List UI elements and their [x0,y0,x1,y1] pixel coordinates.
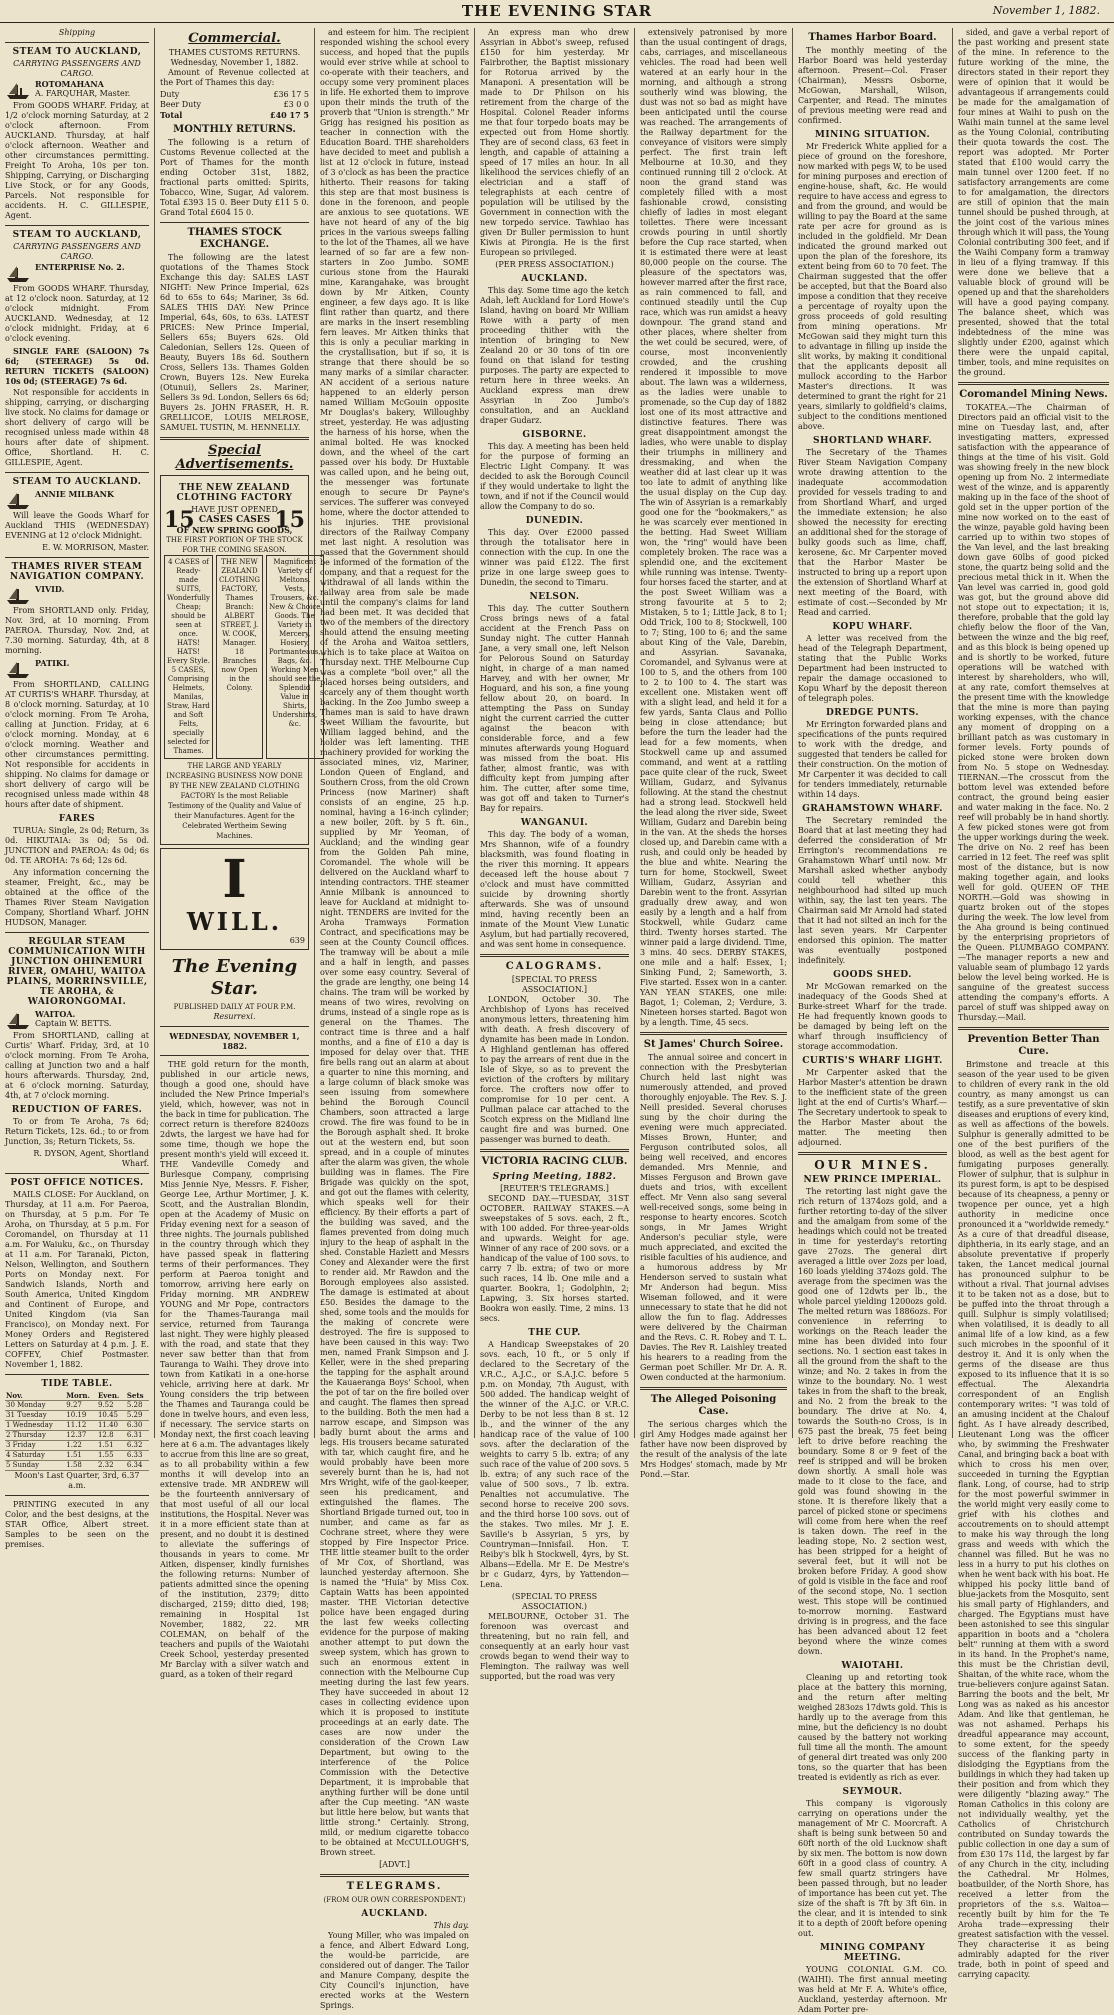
ad-body: From SHORTLAND only. Friday, Nov. 3rd, at 10 morning. From PAEROA. Thursday, Nov. 2nd, at 7.30 morning. Saturday, 4th, at 8 morning. [5,606,149,655]
tide-cell: 1.55 [97,1451,126,1461]
steamship-icon [5,262,31,284]
ad-body: From SHORTLAND, CALLING AT CURTIS'S WHARF. Thursday, at 8 o'clock morning. Saturday, at 10 o'clock morning. From Te Aroha, calling at Junction. Friday, at 6 o'clock morning. Monday, at 6 o'clock morning. Weather and other circumstances permitting. Not responsible for accidents in shipping. No claims for damage or short delivery of cargo will be recognised unless made within 48 hours after date of shipment. [5,680,149,809]
revenue-label: Total [160,110,183,120]
section-heading: Special Advertisements. [175,443,294,472]
ship-name: ANNIE MILBANK [35,489,114,499]
masthead-title: THE EVENING STAR [461,2,653,20]
tide-cell: 1.51 [65,1451,97,1461]
divider [160,1055,309,1056]
article-text: SECOND DAY.—TUESDAY, 31ST OCTOBER. RAILWAY STAKES.—A sweepstakes of 5 sovs. each, 2 ft., with 100 added. For three-year-olds and upwards. Weight for age. Winner of any race of 200 sovs. or a handicap of the value of 100 sovs. to carry 7 lb. extra; of two or more such races, 14 lb. One mile and a quarter. Bookra, 1; Godolphin, 2; Lapwing, 3. Six horses started. Bookra won easily. Time, 2 mins. 13 secs. [480,1194,629,1323]
ship-master: Captain W. BETTS. [35,1019,112,1028]
divider [5,557,149,558]
subsection-heading: CURTIS'S WHARF LIGHT. [802,1056,943,1066]
revenue-value: £40 17 5 [270,110,309,120]
tide-col-header: Even. [97,1391,126,1401]
steamship-icon [5,489,31,511]
subsection-heading: SHORTLAND WHARF. [812,436,933,446]
column-harbor-mines [793,28,953,2014]
article-text: A letter was received from the head of the Telegraph Department, stating that the Public Works Department had been instructed to repair the damage occasioned to Kopu Wharf by the deposit thereon of telegraph poles. [798,634,947,703]
section-heading: Coromandel Mining News. [959,389,1108,400]
ad-note: THE FIRST PORTION OF THE STOCK FOR THE COMING SEASON. [166,536,303,554]
tide-cell: 11.40 [97,1421,126,1431]
section-heading: The Alleged Poisoning Case. [650,1394,777,1417]
divider [160,1026,309,1027]
section-heading: OUR MINES. [814,1158,931,1172]
dateline: DUNEDIN. [525,516,584,526]
article-text: Brimstone and treacle at this season of the year used to be given to children of every rank in the old country, as many amongst us can testify, as a sure preventative of skin diseases and eruptions of every kind, as well as affections of the bowels. Sulphur is generally admitted to be one of the best purifiers of the blood, as well as the best agent for fumigating purposes generally. Flower of sulphur, that is sulphur in its purest form, is apt to be despised because of its cheapness, a penny or twopence per ounce, yet a high authority in medicine once pronounced it a "worldwide remedy." As a cure of that dreadful disease, diphtheria, in its early stage, and an absolute preventative if properly taken, the Lancet medical journal has pronounced sulphur to be without a rival. That journal advises it to be taken not as a dose, but to be puffed into the throat through a quill. Sulphur is simply volatilised; when volatilised, it is deadly to all animal life of a low kind, as a few such microbes in the spoonful of it destroy it. And it is only when the germs of the disease are thus exposed to its influence that it is so effectual. The Alexandria correspondent of an English contemporary writes: "I was told of an amusing incident at the Chalouf fight. As I have already described, Lieutenant Long was the officer who, by swimming the Freshwater Canal, and bringing back a boat with which to cross his men over, succeeded in turning the Egyptian flank. Long, of course, had to strip for the most powerful swimmer in the world might very easily come to grief with his clothes and accoutrements on to should attempt to make his way through the long grass and weeds with which the channel was filled. But he was no less in a hurry to put his clothes on when he went back with his boat. He whipped his pocky little band of blue-jackets from the Mosquito, sent his small party of Highlanders, and charged. The Egyptians must have been astonished to see this singular apparition in boots and a "cholera belt" running at them with a sword in its hand. In the Prophet's name, this must be the Christian devil, Shaitan, of the white race, whom the true-believers conjure against Satan. Barring the boots and the belt, Mr Long was as naked as his ancestor Adam. And like that gentleman, he was not ashamed. Perhaps his dreadful appearance may account, to some extent, for the speedy success of the flanking party in dislodging the Egyptians from the buildings in which they had taken up their position and from which they were diligently "blazing away." The Roman Catholics in this colony are not individually wealthy, yet the Catholics of Christchurch contributed on Sunday towards the public collection in one day a sum of from £30 17s 11d, the largest by far of any Church in the city, including the Cathedral. Mr Holmes, boatbuilder, of the North Shore, has received a letter from the proprietors of the s.s. Waitoa—recently built by him for the Te Aroha trade—expressing their greatest satisfaction with the vessel. They characterise it as being admirably adapted for the river trade, both in point of speed and carrying capacity. [958,1060,1110,1979]
divider [320,1874,469,1877]
fares: SINGLE FARE (SALOON) 7s 6d; (STEERAGE) 5s 0d. RETURN TICKETS (SALOON) 10s 0d; (STEERAGE) 7s 6d. [5,346,149,386]
article-text: Mr Errington forwarded plans and specifications of the punts required to work with the dredge, and suggested that tenders be called for their construction. On the motion of Mr Carpenter it was decided to call for tenders immediately, returnable within 14 days. [798,720,947,799]
section-heading: Commercial. [188,31,281,46]
tide-cell: 30 Monday [5,1401,65,1411]
divider [160,437,309,440]
teaser-word: WILL. [186,907,283,936]
subsection-heading: NEW PRINCE IMPERIAL. [803,1175,942,1185]
article-text: TOKATEA.—The Chairman of Directors paid an official visit to the mine on Tuesday last, and, after investigating matters, expressed satisfaction with the appearance of things at the time of his visit. Gold was showing freely in the new block opening up from No. 2 intermediate west of the winze, and is apparently making up in the face of the shoot of gold set in the upper portion of the mine now worked on to the east of the winze, payable gold having been carried up to within two stopes of the Van level, and the last breaking down gave 60lbs of good picked stone, the quartz being solid and the precious metal thick in it. When the Van level was carried in, good gold was got, but the ground above did not stope out to expectation; it is, therefore, probable that the gold lay chiefly below the floor of the Van, between the winze and the big reef, and as this block is being opened up and is shortly to be worked, future operations will be watched with interest by shareholders, who will, at any rate, comfort themselves at the present time with the knowledge that the mine is more than paying working expenses, with the chance any moment of dropping on a brilliant patch as was customary in former levels. Forty pounds of picked stone were broken down from No. 5 stope on Wednesday. TIERNAN.—The crosscut from the bottom level was extended before contract, the ground being easier and water making in the face. No. 2 reef will probably be in hand shortly. A few picked stones were got from the upper workings during the week. The drive on No. 2 reef has been carried in 12 feet. The reef was split most of the distance, but is now making together again, and looks well for gold. QUEEN OF THE NORTH.—Gold was showing in quartz broken out of the stopes during the week. The low level from the Aha ground is being continued by the enterprising proprietors of the Queen. PLUMBAGO COMPANY.—The manager reports a new and valuable seam of plumbago 12 yards below the level being worked. He is sanguine of the greatest success attending the company's efforts. A parcel of stuff was shipped away on Thursday.—Mail. [958,403,1109,1022]
ship-name: VIVID. [35,584,65,594]
tide-row [5,1451,149,1461]
tide-cell: 1 Wednesday [5,1421,65,1431]
divider [5,42,149,43]
tide-cell: 10.45 [97,1411,126,1421]
subsection-heading: WAIOTAHI. [841,1661,904,1671]
subsection-heading: GOODS SHED. [833,970,912,980]
subsection-heading: MINING SITUATION. [814,130,931,140]
tide-col-header: Nov. [5,1391,65,1401]
fares: TURUA: Single, 2s 0d; Return, 3s 0d. HIKUTAIA: 3s 0d; 5s 0d. JUNCTION and PAEROA: 4s 0d; 6s 0d. TE AROHA: 7s 6d; 12s 6d. [5,826,149,865]
subsection-heading: KOPU WHARF. [832,622,913,632]
divider [480,954,629,957]
steamship-icon [5,1009,31,1031]
revenue-row [160,110,309,120]
agent: R. DYSON, Agent, Shortland Wharf. [33,1149,149,1168]
dateline: NELSON. [529,592,580,602]
tide-cell: 9.52 [97,1401,126,1411]
ship-name: ENTERPRISE No. 2. [35,262,125,272]
fares-heading: FARES [58,814,96,824]
source-tag: [SPECIAL TO PRESS ASSOCIATION.] [511,975,598,994]
ship-master: A. FARQUHAR, Master. [35,89,131,98]
teaser-letter: I [222,849,247,910]
divider [640,1387,787,1390]
dateline-day: This day. [433,1921,469,1930]
section-subheading: Spring Meeting, 1882. [492,1172,617,1182]
ad-subheading: CARRYING PASSENGERS AND CARGO. [13,242,141,261]
column-shipping [0,28,155,1549]
source-tag: (SPECIAL TO PRESS ASSOCIATION.) [511,1592,598,1611]
section-heading: TELEGRAMS. [346,1881,443,1892]
tide-cell: 6.32 [126,1441,149,1451]
article-text: MELBOURNE, October 31. The forenoon was overcast and threatening, but no rain fell, and consequently at an early hour vast crowds began to wend their way to Flemington. The railway was well supported, but the road was very [480,1612,629,1681]
divider [480,1149,629,1152]
subsection-heading: THE CUP. [528,1328,581,1338]
revenue-row [160,100,309,110]
tide-cell: 1.51 [97,1441,126,1451]
section-heading: MONTHLY RETURNS. [173,124,296,135]
tide-row [5,1421,149,1431]
ad-subheading: HAVE JUST OPENED [191,505,278,514]
fares: To or from Te Aroha, 7s 6d; Return Tickets, 12s. 6d.; to or from Junction, 3s; Return Tickets, 5s. [5,1117,149,1146]
tide-cell: 4 Saturday [5,1451,65,1461]
section-heading: Prevention Better Than Cure. [967,1034,1100,1057]
section-heading: Thames Harbor Board. [808,32,937,43]
section-heading: CALOGRAMS. [505,961,604,972]
tide-cell: 5.28 [126,1401,149,1411]
post-office-heading: POST OFFICE NOTICES. [10,1178,144,1188]
editorial-text: THE gold return for the month, published in our article news, though a good one, should have included the New Prince Imperial's yield, which, however, was not in the back in time for publication. The correct return is therefore 8240ozs 2dwts, the largest we have had for some time, though we hope the present month's yield will exceed it. THE Vandeville Comedy and Burlesque Company, comprising Miss Jennie Nye, Messrs. F. Fisher, George Lee, Arthur Mortimer, J. K. Scott, and the Australian Blondin, open at the Academy of Music on Friday evening next for a season of three nights. The journals published in the country through which they have passed speak in flattering terms of their performances. They perform at Paeroa tonight and tomorrow, arriving here early on Friday morning. MR ANDREW YOUNG and Mr Pope, contractors for the Thames-Tauranga mail service, returned from Tauranga last night. They were highly pleased with the road, and state that they never saw better than that from Tauranga to Waihi. They drove into town from Katikati in a one-horse vehicle, arriving here at dark. Mr Young considers the trip between the Thames and Tauranga could be done in twelve hours, and even less, if necessary. The service starts on Monday next, the first coach leaving here at 6 a.m. The advantages likely to accrue from this line are so great, as to all probability within a few months it will develop into an extensive trade. MR ANDREW will be the fourteenth anniversary of that most useful of all our local institutions, the Hospital. Never was it in a more efficient state than at present, and no doubt it is destined to alleviate the sufferings of thousands in years to come. Mr Aitken, dispenser, kindly furnishes the following returns: Number of patients admitted since the opening of the institution, 2379; ditto discharged, 2159; ditto died, 198; remaining in Hospital 1st November, 1882, 22. MR COLEMAN, on behalf of the teachers and pupils of the Waiotahi Creek School, yesterday presented Mr Barclay with a silver watch and guard, as a token of their regard [160,1060,309,1679]
ship-name: PATIKI. [35,658,70,668]
clothing-factory-ad [160,475,321,845]
divider [958,1027,1109,1030]
ad-heading: STEAM TO AUCKLAND, [12,230,142,240]
ad-panels [164,555,321,759]
article-text: YOUNG COLONIAL G.M. CO. (WAIHI). The first annual meeting was held at Mr F. A. White's office, Auckland, yesterday afternoon. Mr Adam Porter pre- [798,1965,947,2014]
masthead-date: November 1, 1882. [992,4,1100,17]
ad-heading: STEAM TO AUCKLAND. [12,477,142,487]
printing-notice: PRINTING executed in any Color, and the best designs, at the STAR Office, Albert street. Samples to be seen on the premises. [5,1500,149,1549]
column-mining-news [953,28,1114,1979]
dateline: AUCKLAND. [361,1909,428,1919]
article-text: The Secretary reminded the Board that at last meeting they had deferred the consideration of Mr Errington's recommendations re Grahamstown Wharf until now. Mr Marshall asked whether anybody could tell whether this neighbourhood had silted up much within, say, the last ten years. The Chairman said Mr Arnold had stated that it had not silted an inch for the last seven years. Mr Carpenter endorsed this opinion. The matter was eventually postponed indefinitely. [798,816,947,965]
article-text: Young Miller, who was impaled on a fence, and Albert Edward Long, the would-be parricide, are considered out of danger. The Tailor and Manure Company, despite the City Council's injunction, have erected works at the Western Springs. [320,1931,469,2010]
article-text: Mr Frederick White applied for a piece of ground on the foreshore, now marked with pegs W, to be used for mining purposes and erection of engine-house, shaft, &c. He would require to have access and egress to and from the ground, and would be willing to pay the Board at the same rate per acre for ground as is included in the goldfield. Mr Dean indicated the ground marked out upon the plan of the foreshore, its extent being from 60 to 70 feet. The Chairman suggested that the offer be accepted, but that the Board also impose a condition that they receive a percentage of royalty upon the gross proceeds of gold resulting from mining operations. Mr McGowan said they might turn this to advantage in filling up inside the slit works, by making it conditional that the applicants deposit all mullock according to the Harbor Master's directions. It was determined to grant the right for 21 years, similarly to goldfield's claims, subject to the conditions mentioned above. [798,142,947,431]
paragraph: The following is a return of Customs Revenue collected at the Port of Thames for the month ending October 31st, 1882, fractional parts omitted: Spirits, Tobacco, Wine, Sugar, Ad valorem. Total £393 15 0. Beer Duty £11 5 0. Grand Total £604 15 0. [160,138,309,217]
ship-name: WAITOA. [35,1009,76,1019]
teaser-ad [160,848,309,950]
article-text: This day. The body of a woman, Mrs Shannon, wife of a foundry blacksmith, was found floating in the river this morning. It appears deceased left the house about 7 o'clock and must have committed suicide by drowning shortly afterwards. She was of unsound mind, having recently been an inmate of the Mount View Lunatic Asylum, but had partially recovered, and was sent home in consequence. [480,830,629,949]
source-tag: (PER PRESS ASSOCIATION.) [495,260,614,269]
tide-cell: 10.19 [65,1411,97,1421]
dateline: WANGANUI. [520,818,589,828]
steamship-icon [5,658,31,680]
subsection-heading: SEYMOUR. [842,1787,903,1797]
tide-cell: 12.8 [97,1431,126,1441]
tide-cell: 3 Friday [5,1441,65,1451]
cases-label: CASES CASES [198,515,271,525]
dateline: GISBORNE. [522,430,587,440]
article-text: extensively patronised by more than the usual contingent of drags, cabs, carriages, and miscellaneous vehicles. The road had been well watered at an early hour in the morning, and although a strong southerly wind was blowing, the dust was not so bad as might have been anticipated until the course was reached. The arrangements of the Railway department for the conveyance of visitors were simply perfect. The first train left Melbourne at 10.30, and they continued running till 2 o'clock. At noon the grand stand was completely filled with a most fashionable crowd, consisting chiefly of ladies in most elegant toilettes. There were incessant crowds pouring in until shortly before the Cup race started, when it is estimated there were at least 80,000 people on the course. The pleasure of the spectators was, however marred after the first race, as rain commenced to fall, and continued steadily until the Cup race, which was run amidst a heavy downpour. The grand stand and other places, where shelter from the wet could be secured, were, of course, most inconveniently crowded, and the crushing rendered it impossible to move about. The lawn was a wilderness, as the ladies were unable to promenade, so the Cup day of 1882 lost one of its most attractive and distinctive features. There was great disappointment amongst the ladies, who were unable to display their triumphs in millinery and dressmaking, and when the weather did at last clear up it was too late to admit of anything like the usual display on the Cup day. The win of Assyrian is a remarkably good one for the "bookmakers," as he was scarcely ever mentioned in the betting. Had Sweet William won, the "ring" would have been completely broken. The race was a splendid one, and the excitement while running was intense. Twenty-four horses faced the starter, and at the post Sweet William was a strong favourite at 5 to 2; Mistaken, 5 to 1; Little Jack, 8 to 1; Odd Trick, 100 to 8; Stockwell, 100 to 7; Sting, 100 to 6; and the same about King of the Vale, Darebin, and Assyrian. Savanaka, Coromandel, and Sylvanus were at 100 to 5, and the others from 100 to 2 to 100 to 4. The start was excellent one. Mistaken went off with a slight lead, and held it for a few yards, Santa Claus and Pollio being in close attendance; but before the turn the leader had the lead for a few moments, when Stockwell came up and assumed command, and went at a rattling pace quite clear of the ruck, Sweet William, Gudarz, and Sylvanus following. At the stand the chestnut had a strong lead. Stockwell held the lead along the river side, Sweet William, Gudarz and Darebin being in the van. At the sheds the horses closed up, and Darebin came with a rush, and could only be headed by the blue and white. Nearing the turn for home, Stockwell, Sweet William, Gudarz, Assyrian and Darebin went to the front. Assyrian gradually drew away, and won easily by a length and a half from Stockwell, while Gudarz came third. Twenty horses started. The winner paid a large dividend. Time, 3 mins. 40 secs. DERBY STAKES, one mile and a half: Essex, 1; Sinking Fund, 2; Sameworth, 3. Five started. Essex won in a canter. YAN YEAN STAKES, one mile: Bagot, 1; Coleman, 2; Verdure, 3. Nineteen horses started. Bagot won by a length. Time, 45 secs. [640,28,787,1027]
tide-cell: 2 Thursday [5,1431,65,1441]
section-heading: St James' Church Soiree. [643,1039,784,1050]
article-text: A Handicap Sweepstakes of 20 sovs. each, 10 ft., or 5 only if declared to the Secretary of the V.R.C., A.J.C., or S.A.J.C. before 5 p.m. on Monday, 7th August, with 500 added. The handicap weight of the winner of the A.J.C. or V.R.C. Derby to be not less than 8 st. 12 lb., and the winner of the any handicap race of the value of 100 sovs. after the declaration of the weights to carry 5 lb. extra; of any such race of the value of 200 sovs. 5 lb. extra; of any such race of the value of 500 sovs., 7 lb. extra. Penalties not accumulative. The second horse to receive 200 sovs. and the third horse 100 sovs. out of the stakes. Two miles. Mr J. E. Saville's b Assyrian, 5 yrs, by Countryman—Innisfail. Hon. T. Reiby's blk h Stockwell, 4yrs, by St. Albans—Edella. Mr E. De Mestre's br c Gudarz, 4yrs, by Yattendon—Lena. [480,1340,629,1589]
ad-footer: Any information concerning the steamer, Freight, &c., may be obtained at the office of the Thames River Steam Navigation Company, Shortland Wharf. JOHN HUDSON, Manager. [5,868,149,927]
tide-row [5,1401,149,1411]
tide-row [5,1411,149,1421]
tide-cell: 1.22 [65,1441,97,1451]
tide-row [5,1461,149,1471]
article-text: The annual soiree and concert in connection with the Presbyterian Church held last night was numerously attended, and proved thoroughly enjoyable. The Rev. S. J. Neill presided. Several choruses sung by the choir during the evening were much appreciated. Misses Brown, Hunter, and Ferguson contributed solos, all being well received, and encores demanded. Mrs Mennie, and Misses Ferguson and Brown gave duets and trios, with excellent effect. Mr Venn also sang several well-received songs, some being in response to hearty encores. Scotch songs, in Mr James Wright Anderson's peculiar style, were much appreciated, and excited the risible faculties of his audience, and a humorous address by Mr Henderson served to sustain what Mr Anderson had begun. Miss Wiseman followed, and it were unnecessary to state that he did not allow the fun to flag. Addresses were delivered by the Chairman and the Revs. C. R. Robey and T. L. Davies. The Rev R. Laishley treated his hearers to a reading from the German poet Schiller. Mr Dr. A. R. Owen conducted at the harmonium. [640,1053,787,1382]
divider [798,1152,947,1155]
divider [5,472,149,473]
tide-cell: 9.27 [65,1401,97,1411]
dateline: AUCKLAND. [521,274,588,284]
revenue-row [160,90,309,100]
fares-heading: REDUCTION OF FARES. [11,1105,143,1115]
cases-count: 15 [274,507,305,533]
tide-cell: 11.12 [65,1421,97,1431]
revenue-label: Duty [160,90,180,99]
ad-heading: STEAM TO AUCKLAND, [12,47,142,57]
post-office-text: MAILS CLOSE: For Auckland, on Thursday, at 11 a.m. For Paeroa, on Thursday, at 5 p.m. For Te Aroha, on Thursday, at 5 p.m. For Coromandel, on Thursday at 11 a.m. For Waiuku, &c., on Thursday at 11 a.m. For Taranaki, Picton, Nelson, Wellington, and Southern Ports on Monday next. For Sandwich Islands, North and South America, United Kingdom and Continent of Europe, and United Kingdom (via San Francisco), on Monday next. For Money Orders and Registered Letters on Saturday at 4 p.m. J. E. COFFEY, Chief Postmaster. November 1, 1882. [5,1190,149,1369]
divider [160,222,309,223]
tide-header-row [5,1391,149,1401]
section-heading: THAMES STOCK EXCHANGE. [187,227,282,250]
revenue-value: £36 17 5 [273,90,309,99]
divider [958,382,1109,385]
article-text: LONDON, October 30. The Archbishop of Lyons has received anonymous letters, threatening him with death. A fresh discovery of dynamite has been made in London. A Highland gentleman has offered to pay the arrears of rent due in the Isle of Skye, so as to prevent the eviction of the crofters by military force. The crofters now offer to compromise for 10 per cent. A Pullman palace car attached to the Scotch express on the Midland line caught fire and was burned. One passenger was burned to death. [480,995,629,1144]
ad-goods: OF NEW SPRING GOODS, [176,525,293,535]
article-text: This day. Over £2000 passed through the totalisator here in connection with the cup. In one the winner was paid £122. The first prize in one large sweep goes to Dunedin, the second to Timaru. [480,528,629,587]
article-text: This company is vigorously carrying on operations under the management of Mr C. Moorcraft. A shaft is being sunk between 50 and 60ft north of the old Lucknow shaft by six men. The bottom is now down 60ft in a good class of country. A few small quartz stringers have been passed through, but no leader of importance has been cut yet. The size of the shaft is 7ft by 3ft 6in. in the clear, and it is intended to sink it to a depth of 200ft before opening out. [798,1799,947,1938]
article-text: The serious charges which the girl Amy Hodges made against her father have now been disproved by the result of the analysis of the late Mrs Hodges' stomach, made by Mr Pond.—Star. [640,1420,787,1479]
paper-date: WEDNESDAY, NOVEMBER 1, 1882. [169,1031,300,1051]
ad-heading: THAMES RIVER STEAM NAVIGATION COMPANY. [9,562,145,582]
article-text: The monthly meeting of the Harbor Board was held yesterday afternoon. Present—Col. Fraser (Chairman), Messrs Osborne, McGowan, Marshall, Wilson, Carpenter, and Read. The minutes of previous meeting were read and confirmed. [798,46,947,125]
ad-body: Will leave the Goods Wharf for Auckland THIS (WEDNESDAY) EVENING at 12 o'clock Midnight. [5,511,149,540]
article-text: and esteem for him. The recipient responded wishing the school every success, and hoped that the pupils would ever strive while at school to co-operate with their teachers, and occupy some very prominent places in life. He exhorted them to improve upon their minds the truth of the proverb that "Union is strength." Mr Grigg has resigned his position as teacher in connection with the Education Board. THE shareholders have decided to meet and publish a list at 12 o'clock in future, instead of 3 o'clock as has been the practice hitherto. Their reasons for taking this step are that most business is done in the forenoon, and people are anxious to see quotations. WE have not heard of any of the big prices in the various sweeps falling to the lot of the Thames, all we have learned of so far are a few non-starters in Zoo Jumbo. SOME curious stone from the Hauraki mine, Karangahake, was brought down by Mr Aitken, County engineer, a few days ago. It is like flint rather than quartz, and there are marks in the insert resembling fern leaves. Mr Aitken thinks that this is only a peculiar marking in the crystallisation, but if so, it is strange that there should be so many marks of a similar character. AN accident of a serious nature happened to an elderly person named William McGouin opposite Mr Douglas's bakery, Willoughby street, yesterday. He was adjusting the harness of his horse, when the animal bolted. He was knocked down, and the wheel of the cart passed over his body. Dr Huxtable was called upon, and he being out, the messenger was fortunate enough to secure Dr Payne's services. The sufferer was conveyed home, where the doctor attended to his injuries. THE provisional directors of the Railway Company met last night. A resolution was passed that the Government should be informed of the formation of the company, and that a request for the withdrawal of all lands within the railway area from sale be made until the company's claims for land had been met. It was decided that two of the members of the directory should attend the ensuing meeting of the Aroha and Waitoa settlers, which is to take place at Waitoa on Thursday next. THE Melbourne Cup was a complete "boil over," all the placed horses being outsiders, and scarcely any of them thought worth backing. In the Zoo Jumbo sweep a Thames man is said to have drawn Sweet William the favourite, but William lagged behind, and the holder was left lamenting. THE machinery provided for working the associated mines, viz, Mariner, London Queen of England, and Southern Cross, from the old Crown Princess (now Mariner) shaft consists of an engine, 25 h.p. nominal, having a 16-inch cylinder; a new boiler, 20ft. by 5 ft. 6in., supplied by Mr Yeoman, of Auckland; and the winding gear from the Golden Pah mine, Coromandel. The whole will be delivered on the Auckland wharf to intending contractors. THE steamer Annie Milbank is announced to leave for Auckland at midnight to-night. TENDERS are invited for the Aroha Tramways Formation Contract, and specifications may be seen at the County Council offices. The tramway will be about a mile and a half in length, and passes over some easy country. Several of the grade are lengthy, one being 14 chains. The tram will be worked by means of two wires, revolving on drums, instead of a single rope as is general on the Thames. The contract time is three and a half months, and a fine of £10 a day is imposed for delay over that. THE fire bells rang out an alarm at about a quarter to nine this morning, and a large column of black smoke was seen issuing from somewhere behind the Borough Council Chambers, soon attracted a large crowd. The fire was found to be in the Borough asphalt shed. It broke out at the western end, but soon spread, and in a couple of minutes after the alarm was given, the whole building was in flames. The Fire Brigade was quickly on the spot, and got out the flames with celerity, which speaks well for their efficiency. By their efforts a part of the building was saved, and the flames prevented from doing much injury to the heap of asphalt in the shed. Constable Hazlett and Messrs Coney and Alexander were the first to render aid. Mr Rawdon and the Borough employees also assisted. The damage is estimated at about £50. Besides the damage to the shed, some tools and the moulds for the making of concrete were destroyed. The fire is supposed to have been caused in this way: Two men, named Frank Simpson and J. Keller, were in the shed preparing the tapping for the asphalt around the Kauaeranga Boys' School, when the pot of tar on the fire boiled over and caught. The flames then spread to the building. Both the men had a narrow escape, and Simpson was badly burnt about the arms and legs. His trousers became saturated with tar, which caught fire, and he would probably have been more severely burnt than he is, had not Mrs Wright, wife of the gaol-keeper, seen his predicament, and extinguished the flames. The Shortland Brigade turned out, too in number, and came as far as Cochrane street, where they were stopped by Fire Inspector Price. THE little steamer built to the order of Mr Cox, of Shortland, was launched yesterday afternoon. She is named the "Huia" by Miss Cox. Captain Watts has been appointed master. THE Victorian detective police have been engaged during the last few weeks collecting evidence for the purpose of making another attempt to put down the sweep system, which has grown to such an enormous extent in connection with the Melbourne Cup meeting during the last few years. They have succeeded in about 12 cases in collecting evidence upon which it is proposed to institute proceedings at an early date. The cases are now under the consideration of the Crown Law Department, but owing to the interference of the Police Commission with the Detective Department, it is improbable that anything further will be done until after the Cup meeting. "AN waste but little here below, but wants that little strong." Certainly. Strong, mild, or medium cigarette tobacco to be obtained at McCULLOUGH'S, Brown street. [320,28,469,1857]
ship-name: ROTOMAHANA [35,79,104,89]
cases-count: 15 [164,507,195,533]
tide-col-header: Sets [126,1391,149,1401]
subsection-heading: MINING COMPANY MEETING. [819,1943,926,1963]
tide-cell: 5 Sunday [5,1461,65,1471]
article-text: The Secretary of the Thames River Steam Navigation Company wrote drawing attention to the inadequate accommodation provided for vessels trading to and from Shortland Wharf, and urged the immediate extension; he also showed the necessity for erecting an additional shed for the storage of bulky goods such as lime, chaff, kerosene, &c. Mr Carpenter moved that the Harbor Master be instructed to bring up a report upon the extension of Shortland Wharf at next meeting of the Board, with estimate of cost.—Seconded by Mr Read and carried. [798,448,947,617]
ad-heading: THE NEW ZEALAND CLOTHING FACTORY [176,483,293,503]
ad-footer: Not responsible for accidents in shipping, carrying, or discharging live stock. No claims for damage or short delivery of cargo will be recognised unless made within 48 hours after date of shipment. Office, Shortland. H. C. GILLESPIE, Agent. [5,388,149,467]
paper-subtitle: PUBLISHED DAILY AT FOUR P.M. [173,1003,296,1011]
subsection-heading: GRAHAMSTOWN WHARF. [802,804,943,814]
article-text: This day. A meeting has been held for the purpose of forming an Electric Light Company. It was decided to ask the Borough Council if they would undertake to light the town, and if not if the Council would allow the Company to do so. [480,442,629,511]
article-text: An express man who drew Assyrian in Abbot's sweep, refused £150 for him yesterday. Mr Fairbrother, the Baptist missionary for Rotorua arrived by the Manaponi. A presentation will be made to Dr Philson on his retirement from the charge of the Hospital. Colonel Reader informs me that four torpedo boats may be expected out from Home shortly. They are of second class, 63 feet in length, and capable of attaining a speed of 17 miles an hour. In all likelihood the services chiefly of an electrician and a staff of telegraphists at each centre of population will be utilised by the Government in connection with the new torpedo service. Tawhiao has given Dr Buller permission to hunt Kiwis at Pirongia. He is the first European so privileged. [480,28,629,257]
ad-body: From SHORTLAND, calling at Curtis' Wharf. Friday, 3rd, at 10 o'clock morning. From Te Aroha, calling at Junction two and a half hours afterwards. Thursday, 2nd, at 6 o'clock morning. Saturday, 4th, at 7 o'clock morning. [5,1031,149,1100]
subsection-heading: DREDGE PUNTS. [826,708,919,718]
column-telegrams [475,28,635,1681]
revenue-label: Beer Duty [160,100,202,109]
ad-number: 639 [289,936,305,945]
steamship-icon [5,79,31,101]
ship-master: E. W. MORRISON, Master. [42,543,149,552]
ad-panel-left: 4 CASES of Ready-made SUITS, Wonderfully Cheap; should be seen at once. HATS! HATS! Every Style. 5 CASES, Comprising Helmets, Manilas, Straw, Hard and Soft Felts, specially selected for Thames. [164,555,213,759]
article-text: The retorting last night gave the rich return of 1374ozs gold, and a further retorting to-day of the silver and the amalgam from some of the headings which could not be treated in time for yesterday's retorting gave 27ozs. The general dirt averaged a little over 2ozs per load, 160 loads yielding 374ozs gold. The average from the specimen was the good one of 12dwts per lb., the whole parcel yielding 1200ozs gold. The melted return was 1886ozs. For convenience in referring to workings on the Reach leader the mine has been divided into four sections. No. 1 section east takes in all the ground from the shaft to the winze; and No. 2 takes in from the winze to the boundary. No. 1 west takes in from the shaft to the break, and No. 2 from the break to the boundary. The drive at No. 4, towards the South-no Cross, is in 675 past the break, 75 feet being left to drive before reaching the boundary. Some 8 or 9 feet of the reef is stripped and will be broken down shortly. A small hole was made to it close to the face, and gold was found showing in the stone. It is therefore likely that a parcel of picked stone or specimens will come from here when the reef is taken down. The reef in the leading stope, No. 2 section west, has been stripped for a height of several feet, but it will not be broken before Friday. A good show of gold is visible in the face and roof of the second stope, No. 1 section west. This stope will be continued to-morrow morning. Eastward driving is in progress, and the face has been advanced about 12 feet beyond where the winze comes down. [798,1187,947,1656]
column-cup-report [635,28,793,1479]
tide-table-heading: TIDE TABLE. [41,1379,113,1389]
source-tag: [REUTER'S TELEGRAMS.] [500,1184,609,1193]
article-text: This day. The cutter Southern Cross brings news of a fatal accident at the French Pass on Sunday night. The cutter Hannah Jane, a very small one, left Nelson for Pelorous Sound on Saturday night, in charge of a man named Harvey, and with her owner, Mr Hoguard, and his son, a fine young fellow about 20, on board. In attempting the Pass on Sunday night the current carried the cutter against the beacon with considerable force, and a few minutes afterwards young Hoguard was missed from the boat. His father, almost frantic, was with difficulty kept from jumping after him. The cutter, after some time, was got off and taken to Turner's Bay for repairs. [480,604,629,813]
article-text: Mr McGowan remarked on the inadequacy of the Goods Shed at Burke-street Wharf for the trade. He had frequently known goods to be damaged by being left on the wharf through insufficiency of storage accommodation. [798,982,947,1051]
tide-cell: 1.58 [65,1461,97,1471]
article-text: This day. Some time ago the ketch Adah, left Auckland for Lord Howe's Island, having on board Mr William Rowe with a party of men proceeding thither with the intention of bringing to New Zealand 20 or 30 tons of tin ore found on that island for testing purposes. The party are expected to return here in three weeks. An Auckland express man drew Assyrian in Zoo Jumbo's consultation, and an Auckland draper Gudarz. [480,286,629,425]
paper-title: The Evening Star. [171,956,298,999]
divider [5,1173,149,1174]
tide-col-header: Morn. [65,1391,97,1401]
advt-tag: [ADVT.] [379,1860,410,1869]
tide-cell: 6.33 [126,1451,149,1461]
ad-subheading: CARRYING PASSENGERS AND CARGO. [13,59,141,78]
ad-body: From GOODS WHARF. Thursday, at 12 o'clock noon. Saturday, at 12 o'clock midnight. From AUCKLAND. Wednesday, at 12 o'clock midnight. Friday, at 6 o'clock evening. [5,284,149,343]
paragraph: Amount of Revenue collected at the Port of Thames this day: [160,68,309,87]
divider [5,932,149,933]
ad-footer: THE LARGE AND YEARLY INCREASING BUSINESS NOW DONE BY THE NEW ZEALAND CLOTHING FACTORY Is the most Reliable Testimony of the Quality and Value of their Manufactures. Agent for the Celebrated Wertheim Sewing Machines. [166,762,303,840]
tide-cell: 31 Tuesday [5,1411,65,1421]
tide-row [5,1441,149,1451]
steamship-icon [5,584,31,606]
tide-cell: 5.29 [126,1411,149,1421]
masthead [0,0,1114,23]
paper-motto: Resurrexi. [213,1012,256,1021]
section-subheading: (FROM OUR OWN CORRESPONDENT.) [323,1896,466,1904]
ad-panel-right: Magnificent Variety of Meltons, Vests, Trousers, &c. New & Choice Goods. The Variety in Mercery, Hosiery, Portmanteaus, Bags, &c. Working Men should see the Splendid Value in Shirts, Undershirts, &c. [266,555,324,759]
paragraph: The following are the latest quotations of the Thames Stock Exchange this day: SALES LAST NIGHT: New Prince Imperial, 62s 6d to 65s to 64s; Mariner, 3s 6d. SALES THIS DAY: New Prince Imperial, 64s, 60s, to 63s. LATEST PRICES: New Prince Imperial, Sellers 65s; Buyers 62s. Old Caledonian, Sellers 12s. Queen of Beauty, Buyers 18s 6d. Southern Cross, Sellers 13s. Thames Golden Crown, Buyers 12s. New Eureka (Otunui), Sellers 2s. Mariner, Sellers 3s 9d. London, Sellers 6s 6d; Buyers 2s. JOHN FRASER, H. R. GRELLICOE, LOUIS MELROSE, SAMUEL TUSTIN, M. HENNELLY. [160,253,309,432]
shipping-label: Shipping [58,28,96,37]
ad-panel-center: THE NEW ZEALAND CLOTHING FACTORY, Thames Branch: ALBERT STREET, J. W. COOK, Manager. 18 Branches now Open in the Colony. [216,555,263,759]
column-commercial [155,28,321,1679]
tide-cell: 2.32 [97,1461,126,1471]
ad-body: From GOODS WHARF. Friday, at 1/2 o'clock morning Saturday, at 2 o'clock afternoon. From AUCKLAND. Thursday, at half o'clock afternoon. Weather and other circumstances permitting. Freight To Aroha, 10s per ton. Shipping, Carrying, or Discharging Live Stock, or for any Goods, Parcels. Not responsible for accidents. H. C. GILLESPIE, Agent. [5,101,149,220]
tide-cell: 6.30 [126,1421,149,1431]
article-text: Mr Carpenter asked that the Harbor Master's attention be drawn to the inefficient state of the green light at the end of Curtis's Wharf.—The Secretary undertook to speak to the Harbor Master about the matter. The meeting then adjourned. [798,1068,947,1147]
article-text: sided, and gave a verbal report of the past working and present state of the mine. In reference to the future working of the mine, the directors stated in their report they were of opinion that it would be advantageous if arrangements could be made for the amalgamation of four mines at Waihi to push on the Waihi main tunnel at the same level as the Young Colonial, contributing their quota towards the cost. The report was adopted. Mr Porter stated that £100 would carry the main tunnel over 1200 feet. If no satisfactory arrangements are come to for amalgamation, the directors are still of opinion that the main tunnel should be pushed through, at the joint cost of the various mines through which it will pass, the Young Colonial contributing 300 feet, and if the Waihi Company form a tramway in lieu of a flying tramway. If this were done we believe that a valuable block of ground will be opened up and that the shareholders will have a good paying company. The balance sheet, which was presented, showed that the total indebtedness of the mine was slightly under £200, against which there were the unpaid capital, timber, tools, and mine requisites on the ground. [958,28,1109,377]
tide-table [5,1391,149,1471]
divider [5,1374,149,1375]
ad-heading: REGULAR STEAM COMMUNICATION WITH JUNCTION OHINEMURI RIVER, OMAHU, WAITOA PLAINS, MORRINSVILLE, TE AROHA, & WAIORONGOMAI. [6,937,148,1007]
tide-cell: 6.34 [126,1461,149,1471]
revenue-value: £3 0 0 [283,100,309,109]
article-text: Cleaning up and retorting took place at the battery this morning, and the return after melting weighed 283ozs 17dwts gold. This is hardly up to the average from this mine, but the deficiency is no doubt caused by the battery not working full time all the month. The amount of general dirt treated was only 200 tons, so the quarter that has been treated is evidently as rich as ever. [798,1673,947,1782]
moon-phase: Moon's Last Quarter, 3rd, 6.37 a.m. [14,1471,140,1490]
section-heading: VICTORIA RACING CLUB. [481,1156,628,1167]
section-subheading: THAMES CUSTOMS RETURNS. Wednesday, November 1, 1882. [168,48,301,67]
divider [640,1032,787,1035]
divider [5,1495,149,1496]
column-local-news [315,28,475,2010]
tide-cell: 12.37 [65,1431,97,1441]
tide-row [5,1431,149,1441]
divider [5,225,149,226]
tide-cell: 6.31 [126,1431,149,1441]
